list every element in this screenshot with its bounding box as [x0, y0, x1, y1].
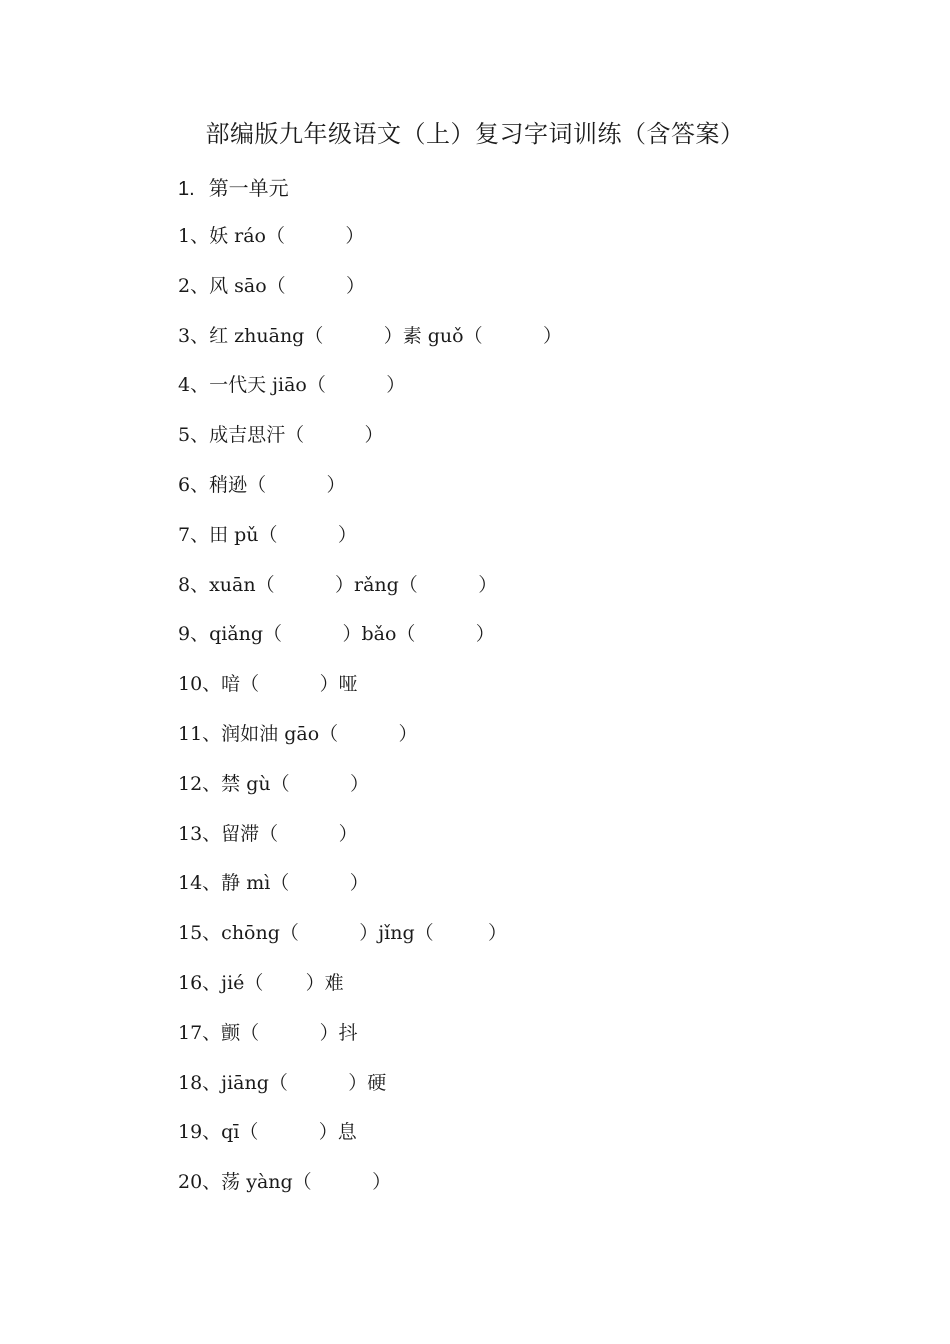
- exercise-item: 13、留滞（ ）: [178, 822, 358, 845]
- exercise-item: 7、田 pǔ（ ）: [178, 523, 357, 546]
- exercise-item: 17、颤（ ）抖: [178, 1021, 358, 1044]
- exercise-item: 11、润如油 gāo（ ）: [178, 722, 418, 745]
- exercise-item: 3、红 zhuāng（ ）素 guǒ（ ）: [178, 324, 563, 347]
- exercise-item: 6、稍逊（ ）: [178, 473, 346, 496]
- exercise-item: 9、qiǎng（ ）bǎo（ ）: [178, 623, 495, 646]
- section-heading: [178, 172, 289, 201]
- section-number: 1.: [178, 178, 195, 200]
- exercise-item: 8、xuān（ ）rǎng（ ）: [178, 573, 498, 596]
- exercise-item: 18、jiāng（ ）硬: [178, 1071, 387, 1094]
- exercise-item: 2、风 sāo（ ）: [178, 274, 366, 297]
- exercise-item: 15、chōng（ ）jǐng（ ）: [178, 922, 508, 945]
- section-name: 第一单元: [208, 176, 289, 200]
- exercise-item: 19、qī（ ）息: [178, 1121, 357, 1144]
- exercise-item: 12、禁 gù（ ）: [178, 772, 370, 795]
- exercise-item: 16、jié（ ）难: [178, 971, 344, 994]
- document-title: 部编版九年级语文（上）复习字词训练（含答案）: [205, 120, 745, 148]
- exercise-list: [178, 221, 562, 1217]
- exercise-item: 1、妖 ráo（ ）: [178, 225, 365, 247]
- exercise-item: 14、静 mì（ ）: [178, 872, 369, 895]
- exercise-item: 10、喑（ ）哑: [178, 673, 358, 696]
- exercise-item: 4、一代天 jiāo（ ）: [178, 374, 406, 397]
- exercise-item: 20、荡 yàng（ ）: [178, 1171, 392, 1194]
- exercise-item: 5、成吉思汗（ ）: [178, 424, 384, 447]
